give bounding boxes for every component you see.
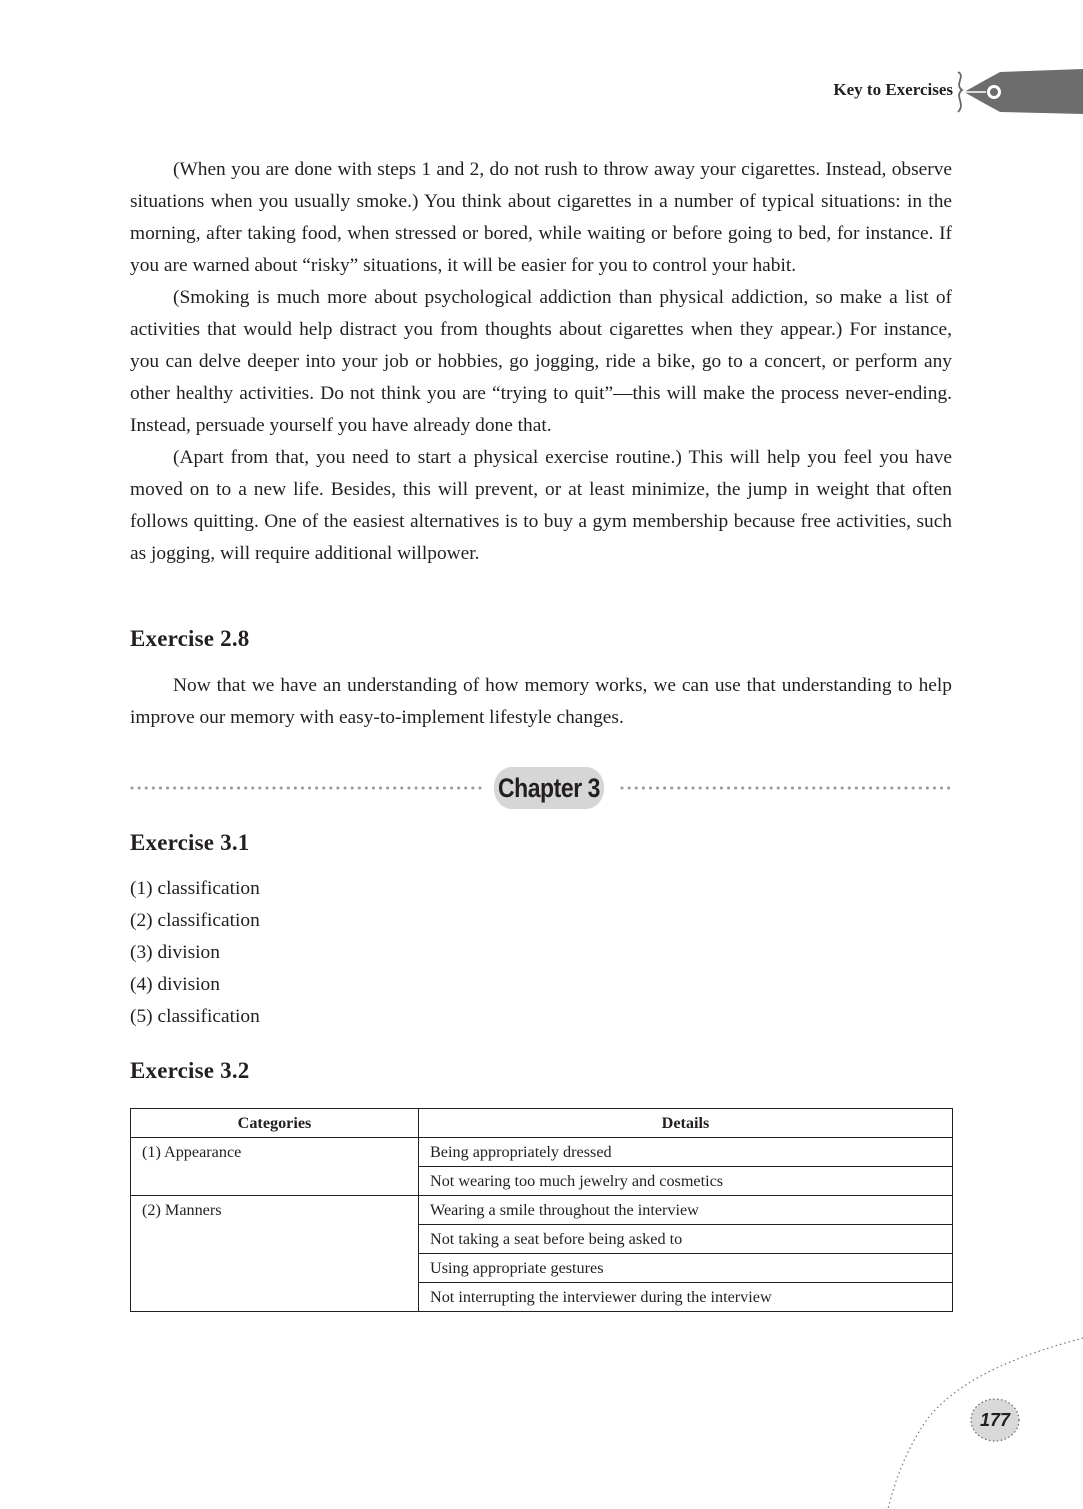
- detail-cell: Not interrupting the interviewer during the interview: [419, 1283, 953, 1312]
- column-header: Details: [419, 1109, 953, 1138]
- category-cell: (2) Manners: [131, 1196, 419, 1312]
- detail-cell: Not taking a seat before being asked to: [419, 1225, 953, 1254]
- list-item: (2) classification: [130, 910, 260, 931]
- paragraph: (Apart from that, you need to start a physical exercise routine.) This will help you feel you have moved on to a new life. Besides, this will prevent, or at least minimize, the jump in weight that often follows quitting. One of the easiest alternatives is to buy a gym membership because free activities, such as jogging, will require additional willpower.: [130, 447, 952, 564]
- list-item: (4) division: [130, 974, 220, 995]
- answer-paragraphs: [130, 154, 952, 570]
- paragraph: (When you are done with steps 1 and 2, do not rush to throw away your cigarettes. Instead, observe situations when you usually smoke.) You think about cigarettes in a number of typical situations: in the morning, after taking food, when stressed or bored, while waiting or before going to bed, for instance. If you are warned about “risky” situations, it will be easier for you to control your habit.: [130, 159, 952, 276]
- category-cell: (1) Appearance: [131, 1138, 419, 1196]
- paragraph: (Smoking is much more about psychological addiction than physical addiction, so make a list of activities that would help distract you from thoughts about cigarettes when they appear.) For instance, you can delve deeper into your job or hobbies, go jogging, ride a bike, go to a concert, or perform any other healthy activities. Do not think you are “trying to quit”—this will make the process never-ending. Instead, persuade yourself you have already done that.: [130, 287, 952, 436]
- categories-table: [130, 1108, 953, 1312]
- fountain-pen-icon: [950, 66, 1083, 118]
- list-item: (3) division: [130, 942, 220, 963]
- paragraph: Now that we have an understanding of how memory works, we can use that understanding to help improve our memory with easy-to-implement lifestyle changes.: [130, 675, 952, 728]
- exercise-heading: Exercise 2.8: [130, 626, 250, 651]
- list-item: (1) classification: [130, 878, 260, 899]
- column-header: Categories: [131, 1109, 419, 1138]
- table-header-row: [131, 1109, 953, 1138]
- chapter-label: Chapter 3: [494, 767, 605, 809]
- detail-cell: Using appropriate gestures: [419, 1254, 953, 1283]
- running-header: Key to Exercises: [833, 80, 953, 99]
- table-row: [131, 1138, 953, 1167]
- detail-cell: Wearing a smile throughout the interview: [419, 1196, 953, 1225]
- detail-cell: Being appropriately dressed: [419, 1138, 953, 1167]
- list-item: (5) classification: [130, 1006, 260, 1027]
- exercise-heading: Exercise 3.2: [130, 1058, 250, 1083]
- exercise-heading: Exercise 3.1: [130, 830, 250, 855]
- page-number: 177: [979, 1409, 1011, 1430]
- detail-cell: Not wearing too much jewelry and cosmetics: [419, 1167, 953, 1196]
- answer-list: [130, 873, 260, 1033]
- exercise-2-8-answer: [130, 670, 952, 734]
- table-row: [131, 1196, 953, 1225]
